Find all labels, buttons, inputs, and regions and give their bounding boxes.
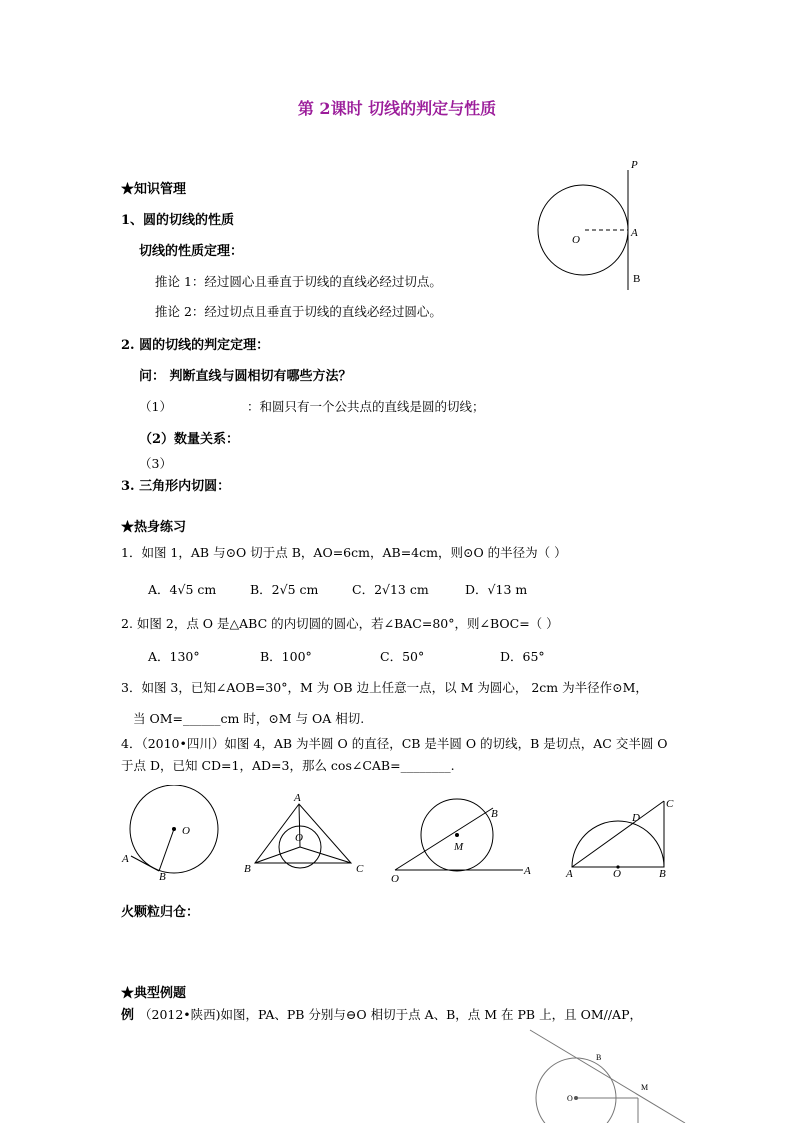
q1-option-b: B．2√5 cm	[250, 582, 319, 597]
question-line: 问： 判断直线与圆相切有哪些方法？	[139, 369, 352, 384]
fig2-label-o: O	[295, 832, 303, 844]
label-a: A	[631, 227, 638, 239]
label-b: B	[633, 273, 641, 285]
fig4-label-c: C	[666, 798, 674, 810]
q2-option-a: A．130°	[148, 649, 200, 664]
summary-heading: 火颗粒归仓：	[121, 905, 200, 920]
fig2-label-c: C	[356, 863, 364, 875]
fig4-label-o: O	[613, 868, 621, 880]
example-label-m: M	[641, 1083, 649, 1092]
examples-heading: ★典型例题	[121, 986, 187, 1001]
label-o: O	[572, 234, 580, 246]
question-4-line-1: 4．（2010•四川）如图 4，AB 为半圆 O 的直径，CB 是半圆 O 的切线，B 是切点，AC 交半圆 O	[121, 736, 668, 751]
question-2: 2. 如图 2，点 O 是△ABC 的内切圆的圆心，若∠BAC=80°，则∠BOC=（ ）	[121, 616, 559, 631]
page-title: 第 2课时 切线的判定与性质	[297, 99, 497, 118]
figure-3	[385, 795, 535, 885]
question-3-line-2: 当 OM=______cm 时，⊙M 与 OA 相切.	[133, 711, 365, 726]
tangent-figure	[530, 150, 650, 295]
example-text: （2012•陕西)如图，PA、PB 分别与⊖O 相切于点 A、B，点 M 在 PB 上，且 OM//AP，	[139, 1007, 642, 1022]
figure-4	[560, 795, 680, 885]
tangent-property-theorem: 切线的性质定理：	[139, 244, 244, 259]
method-1-text: ：和圆只有一个公共点的直线是圆的切线；	[247, 399, 485, 414]
label-p: P	[631, 159, 638, 171]
fig4-label-b: B	[659, 868, 666, 880]
q2-option-b: B．100°	[260, 649, 312, 664]
figure-1	[115, 785, 230, 885]
method-3: （3）	[139, 456, 172, 471]
corollary-2: 推论 2：经过切点且垂直于切线的直线必经过圆心。	[155, 304, 442, 319]
section3-heading: 3. 三角形内切圆：	[121, 479, 231, 494]
fig1-label-b: B	[159, 871, 166, 883]
warmup-heading: ★热身练习	[121, 520, 187, 535]
figure-2	[240, 790, 375, 880]
fig3-label-b: B	[491, 808, 498, 820]
fig2-label-a: A	[294, 792, 301, 804]
fig2-label-b: B	[244, 863, 251, 875]
question-3-line-1: 3．如图 3，已知∠AOB=30°，M 为 OB 边上任意一点，以 M 为圆心， 2cm 为半径作⊙M，	[121, 680, 648, 695]
example-label-b: B	[596, 1053, 602, 1062]
method-1-number: （1）	[139, 399, 172, 414]
fig4-label-a: A	[566, 868, 573, 880]
section1-heading: 1、圆的切线的性质	[121, 213, 235, 228]
example-figure	[525, 1025, 695, 1123]
section2-heading: 2. 圆的切线的判定定理：	[121, 338, 270, 353]
fig1-label-a: A	[122, 853, 129, 865]
q2-option-c: C．50°	[380, 649, 425, 664]
fig1-label-o: O	[182, 825, 190, 837]
method-2: （2）数量关系：	[139, 432, 240, 447]
question-1: 1．如图 1，AB 与⊙O 切于点 B，AO=6cm，AB=4cm，则⊙O 的半径为（ ）	[121, 545, 567, 560]
question-4-line-2: 于点 D，已知 CD=1，AD=3，那么 cos∠CAB=________.	[121, 758, 455, 773]
corollary-1: 推论 1：经过圆心且垂直于切线的直线必经过切点。	[155, 274, 442, 289]
example-label-o: O	[567, 1094, 573, 1103]
q2-option-d: D．65°	[500, 649, 545, 664]
knowledge-heading: ★知识管理	[121, 182, 187, 197]
q1-option-d: D．√13 m	[465, 582, 528, 597]
fig3-label-a: A	[524, 865, 531, 877]
example-label: 例	[121, 1008, 135, 1023]
fig3-label-m: M	[454, 841, 464, 853]
fig4-label-d: D	[632, 812, 640, 824]
q1-option-a: A．4√5 cm	[148, 582, 217, 597]
fig3-label-o: O	[391, 873, 399, 885]
q1-option-c: C．2√13 cm	[352, 582, 429, 597]
